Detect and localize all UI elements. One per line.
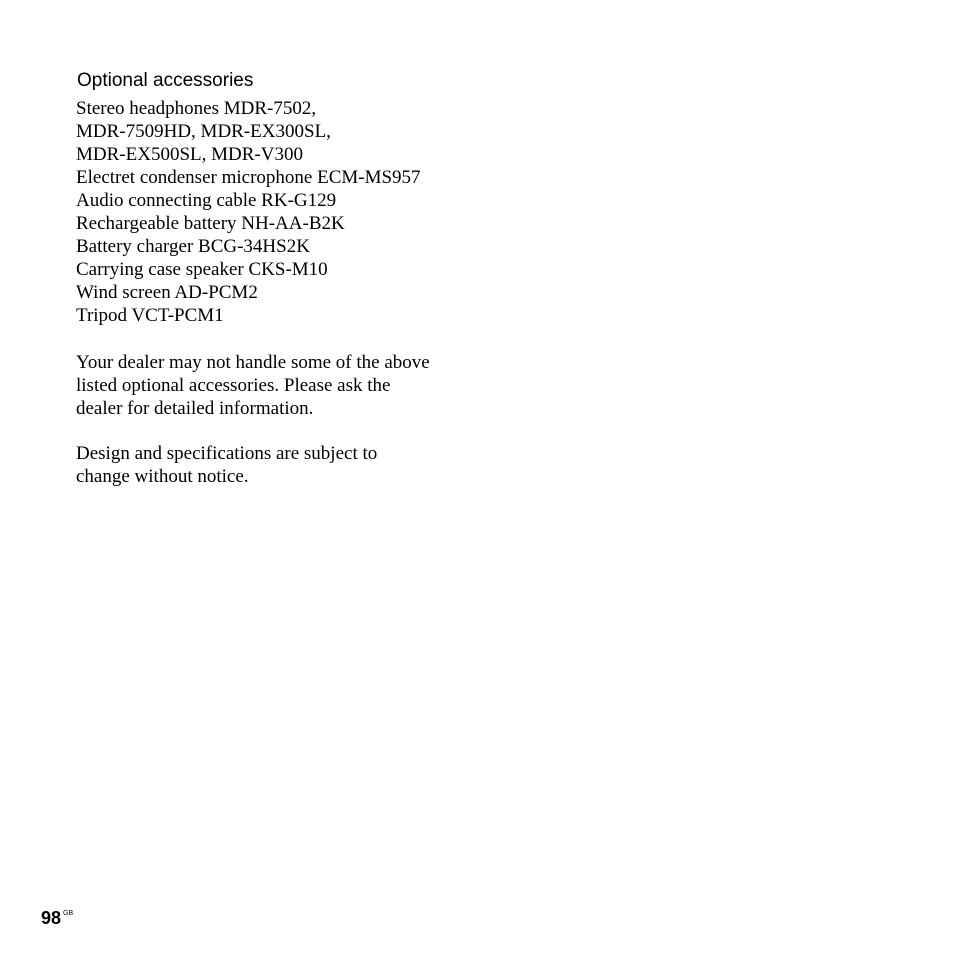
accessory-item: MDR-7509HD, MDR-EX300SL, (76, 121, 331, 142)
page-footer (41, 906, 73, 930)
language-code: GB (63, 910, 74, 917)
accessory-item: Electret condenser microphone ECM-MS957 (76, 167, 421, 188)
spec-note-line: change without notice. (76, 466, 249, 487)
accessory-item: Wind screen AD-PCM2 (76, 282, 258, 303)
dealer-note-paragraph (76, 351, 476, 420)
spec-note-line: Design and specifications are subject to (76, 443, 378, 464)
page-number: 98 (41, 908, 62, 928)
accessory-item: Carrying case speaker CKS-M10 (76, 259, 328, 280)
accessory-item: Battery charger BCG-34HS2K (76, 236, 310, 257)
accessory-item: Stereo headphones MDR-7502, (76, 98, 317, 119)
accessories-list (76, 97, 476, 327)
dealer-note-line: listed optional accessories. Please ask the (76, 375, 391, 396)
accessory-item: Tripod VCT-PCM1 (76, 305, 224, 326)
accessory-item: Rechargeable battery NH-AA-B2K (76, 213, 345, 234)
section-heading: Optional accessories (77, 70, 254, 91)
dealer-note-line: dealer for detailed information. (76, 398, 314, 419)
spec-note-paragraph (76, 442, 476, 488)
dealer-note-line: Your dealer may not handle some of the above (76, 352, 430, 373)
accessory-item: Audio connecting cable RK-G129 (76, 190, 337, 211)
accessory-item: MDR-EX500SL, MDR-V300 (76, 144, 303, 165)
